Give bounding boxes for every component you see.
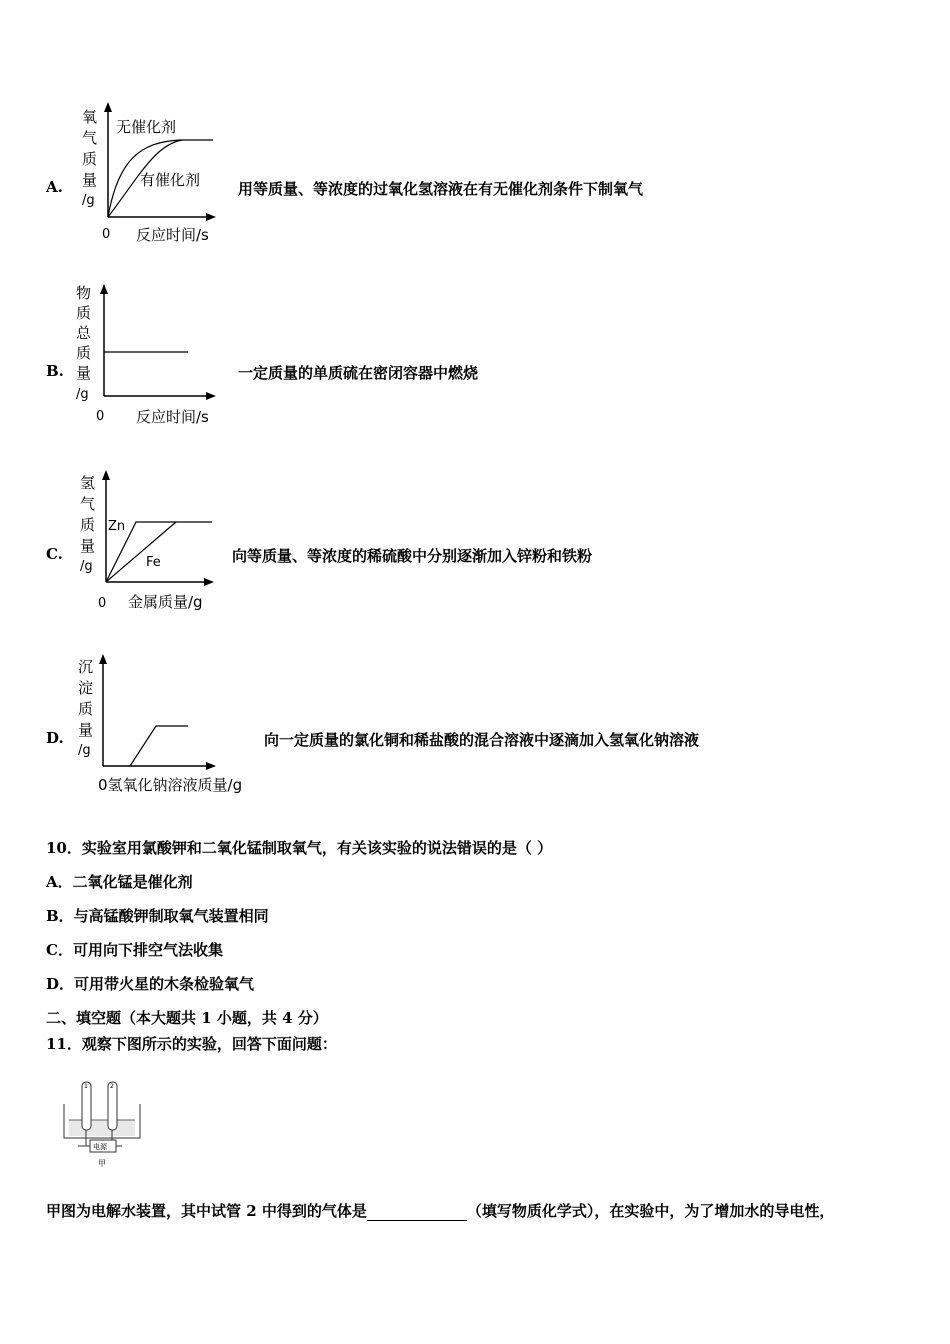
- graph-d-xlabel: 0氢氧化钠溶液质量/g: [98, 776, 243, 794]
- graph-d-ylabel-5: /g: [78, 743, 91, 758]
- graph-c-x-arrow: [204, 578, 214, 586]
- option-c-letter: C.: [46, 545, 63, 563]
- q11-text-after: （填写物质化学式），在实验中，为了增加水的导电性，: [466, 1202, 835, 1220]
- figure-water: [69, 1120, 135, 1136]
- q10-option-b: B．与高锰酸钾制取氧气装置相同: [46, 907, 269, 925]
- q10-option-d: D．可用带火星的木条检验氧气: [46, 975, 255, 993]
- graph-c-ylabel-5: /g: [80, 559, 93, 574]
- graph-d-ylabel-4: 量: [78, 721, 94, 739]
- figure-caption: 甲: [98, 1159, 106, 1168]
- option-d-letter: D.: [46, 729, 64, 747]
- figure-power-label: 电源: [93, 1143, 107, 1151]
- graph-b-ylabel-5: 量: [76, 364, 92, 382]
- graph-d-x-arrow: [206, 762, 216, 770]
- q11-text-before: 甲图为电解水装置，其中试管 2 中得到的气体是: [46, 1202, 367, 1220]
- graph-a-ylabel-1: 氧: [82, 108, 98, 126]
- graph-c-label-fe: Fe: [146, 555, 161, 570]
- option-b-letter: B.: [46, 362, 64, 380]
- graph-b-ylabel-6: /g: [76, 387, 89, 402]
- graph-d-ylabel-1: 沉: [78, 658, 94, 676]
- graph-a-ylabel-4: 量: [82, 171, 98, 189]
- graph-a-x-arrow: [206, 213, 216, 221]
- graph-b-x-arrow: [206, 392, 216, 400]
- graph-b-xlabel: 反应时间/s: [136, 408, 209, 426]
- graph-b-ylabel-1: 物: [76, 284, 92, 302]
- option-d-desc: 向一定质量的氯化铜和稀盐酸的混合溶液中逐滴加入氢氧化钠溶液: [264, 731, 700, 749]
- graph-a-ylabel-5: /g: [82, 193, 95, 208]
- graph-b-y-arrow: [100, 284, 108, 294]
- figure-tube-2-label: 2: [110, 1083, 114, 1090]
- graph-c-ylabel-3: 质: [80, 516, 96, 534]
- graph-d: [70, 650, 270, 800]
- graph-a-ylabel-3: 质: [82, 150, 98, 168]
- q11-fill-line: [46, 1200, 834, 1221]
- graph-b-ylabel-4: 质: [76, 344, 92, 362]
- graph-d-ylabel-2: 淀: [78, 679, 94, 697]
- graph-c: [70, 466, 230, 616]
- graph-b-ylabel-3: 总: [76, 324, 92, 342]
- option-a-letter: A.: [46, 178, 63, 196]
- figure-tube-1-label: 1: [84, 1083, 88, 1090]
- graph-c-origin: 0: [98, 596, 107, 611]
- graph-a-origin: 0: [102, 227, 111, 242]
- graph-b-ylabel-2: 质: [76, 304, 92, 322]
- graph-a-xlabel: 反应时间/s: [136, 226, 209, 244]
- q10-option-a: A．二氧化锰是催化剂: [46, 873, 193, 891]
- graph-d-y-arrow: [99, 654, 107, 664]
- graph-c-y-arrow: [102, 470, 110, 480]
- graph-d-ylabel-3: 质: [78, 700, 94, 718]
- q11-stem: 11．观察下图所示的实验，回答下面问题：: [46, 1035, 337, 1053]
- graph-b: [70, 278, 230, 428]
- option-a-desc: 用等质量、等浓度的过氧化氢溶液在有无催化剂条件下制氧气: [238, 180, 644, 198]
- graph-b-origin: 0: [96, 409, 105, 424]
- graph-a-label-no-catalyst: 无催化剂: [116, 118, 177, 136]
- q10-option-c: C．可用向下排空气法收集: [46, 941, 223, 959]
- q10-stem: 10．实验室用氯酸钾和二氧化锰制取氧气，有关该实验的说法错误的是（ ）: [46, 839, 553, 857]
- graph-a-ylabel-2: 气: [82, 129, 98, 147]
- graph-a-label-catalyst: 有催化剂: [140, 171, 201, 189]
- graph-c-ylabel-4: 量: [80, 537, 96, 555]
- graph-d-line: [130, 726, 188, 766]
- graph-c-ylabel-2: 气: [80, 495, 96, 513]
- graph-c-label-zn: Zn: [108, 519, 126, 534]
- graph-c-xlabel: 金属质量/g: [128, 593, 203, 611]
- option-b-desc: 一定质量的单质硫在密闭容器中燃烧: [238, 364, 479, 382]
- graph-c-ylabel-1: 氢: [80, 474, 96, 492]
- q11-blank[interactable]: [367, 1206, 467, 1221]
- section-2-title: 二、填空题（本大题共 1 小题，共 4 分）: [46, 1009, 328, 1027]
- graph-a-y-arrow: [104, 102, 112, 112]
- graph-a: [70, 100, 230, 250]
- option-c-desc: 向等质量、等浓度的稀硫酸中分别逐渐加入锌粉和铁粉: [232, 547, 593, 565]
- electrolysis-figure: [58, 1076, 148, 1172]
